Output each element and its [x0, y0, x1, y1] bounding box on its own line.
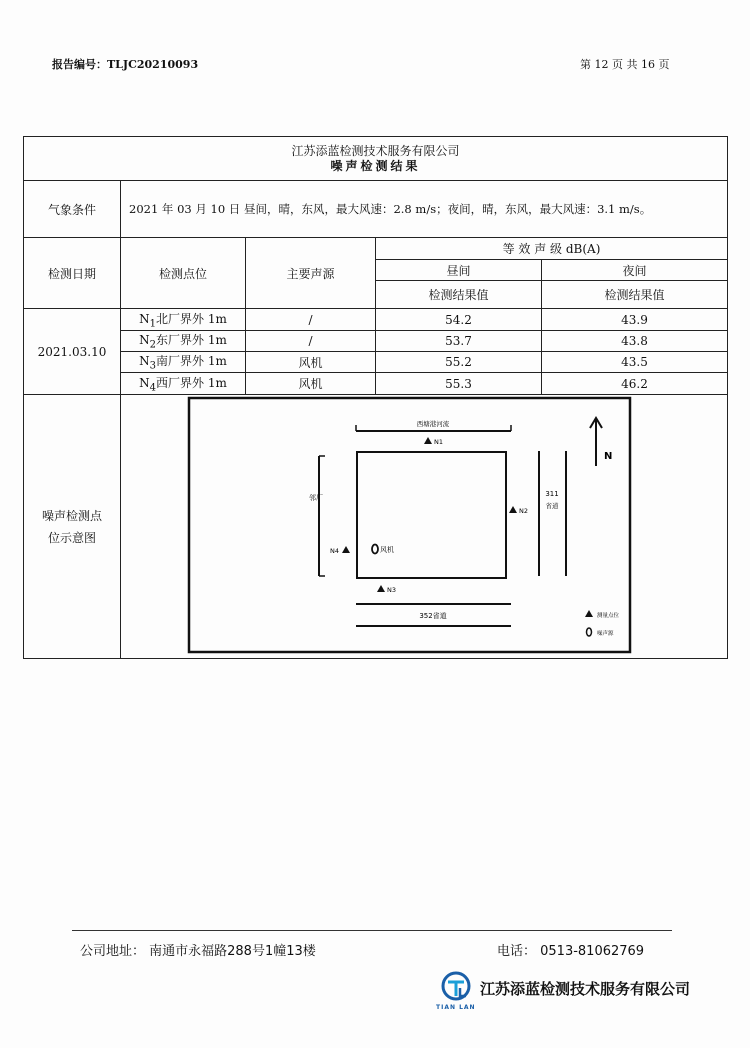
- site-diagram: [121, 396, 727, 658]
- header-night-result: 检测结果值: [542, 281, 728, 309]
- south-road-label: 352省道: [419, 611, 447, 620]
- n2-marker: [509, 506, 517, 513]
- north-road-label: 西塘港河流: [416, 419, 450, 428]
- header-day-result: 检测结果值: [376, 281, 542, 309]
- north-label: N: [604, 450, 613, 462]
- page-number: 第 12 页 共 16 页: [580, 58, 670, 71]
- day-value: 55.3: [376, 373, 542, 395]
- night-value: 46.2: [542, 373, 728, 395]
- night-value: 43.8: [542, 331, 728, 352]
- n3-label: N3: [387, 585, 396, 594]
- diagram-label: 噪声检测点位示意图: [24, 395, 121, 659]
- weather-label: 气象条件: [24, 181, 121, 238]
- header-day: 昼间: [376, 260, 542, 281]
- plant-boundary: [357, 452, 506, 578]
- header-night: 夜间: [542, 260, 728, 281]
- source-cell: /: [246, 331, 376, 352]
- n4-label: N4: [330, 546, 339, 555]
- legend-point-label: 测量点位: [597, 612, 620, 619]
- measure-date: 2021.03.10: [24, 309, 121, 395]
- header-point: 检测点位: [121, 238, 246, 309]
- n4-marker: [342, 546, 350, 553]
- point-cell: $N_3$南厂界外 1m: [121, 352, 246, 373]
- weather-value: 2021 年 03 月 10 日 昼间，晴，东风，最大风速：2.8 m/s；夜间，晴，东风，最大风速：3.1 m/s。: [121, 181, 728, 238]
- table-row: [24, 309, 728, 331]
- company-name: 江苏添蓝检测技术服务有限公司: [291, 143, 460, 158]
- table-row: [24, 352, 728, 373]
- point-cell: $N_4$西厂界外 1m: [121, 373, 246, 395]
- header-level: 等 效 声 级 dB(A): [376, 238, 728, 260]
- night-value: 43.9: [542, 309, 728, 331]
- company-logo-icon: [438, 970, 474, 1006]
- n2-label: N2: [519, 506, 528, 515]
- day-value: 54.2: [376, 309, 542, 331]
- table-title: 噪声检测结果: [330, 158, 421, 173]
- table-title-cell: [24, 137, 728, 181]
- n1-marker: [424, 437, 432, 444]
- header-date: 检测日期: [24, 238, 121, 309]
- point-cell: $N_1$北厂界外 1m: [121, 309, 246, 331]
- legend-source-label: 噪声源: [597, 630, 614, 637]
- fan-source-icon: [372, 544, 378, 553]
- noise-result-table: [23, 136, 728, 659]
- footer-divider: [72, 930, 672, 931]
- east-road-name: 省道: [545, 501, 559, 510]
- fan-label: 风机: [380, 545, 394, 554]
- point-cell: $N_2$东厂界外 1m: [121, 331, 246, 352]
- table-row: [24, 331, 728, 352]
- legend-point-icon: [585, 610, 593, 617]
- source-cell: 风机: [246, 373, 376, 395]
- report-number: 报告编号：TLJC20210093: [52, 58, 199, 71]
- n3-marker: [377, 585, 385, 592]
- diagram-frame: [189, 398, 630, 652]
- source-cell: /: [246, 309, 376, 331]
- logo-company-name: 江苏添蓝检测技术服务有限公司: [480, 980, 691, 998]
- night-value: 43.5: [542, 352, 728, 373]
- header-source: 主要声源: [246, 238, 376, 309]
- company-phone: 电话： 0513-81062769: [497, 944, 645, 959]
- table-row: [24, 373, 728, 395]
- east-road-number: 311: [545, 489, 559, 498]
- west-neighbor-label-1: 邻厂: [309, 493, 323, 502]
- legend-source-icon: [587, 628, 592, 636]
- logo-subtitle: TIAN LAN: [436, 1004, 476, 1011]
- source-cell: 风机: [246, 352, 376, 373]
- day-value: 55.2: [376, 352, 542, 373]
- day-value: 53.7: [376, 331, 542, 352]
- company-address: 公司地址： 南通市永福路288号1幢13楼: [80, 944, 316, 959]
- n1-label: N1: [434, 437, 443, 446]
- diagram-cell: [121, 395, 728, 659]
